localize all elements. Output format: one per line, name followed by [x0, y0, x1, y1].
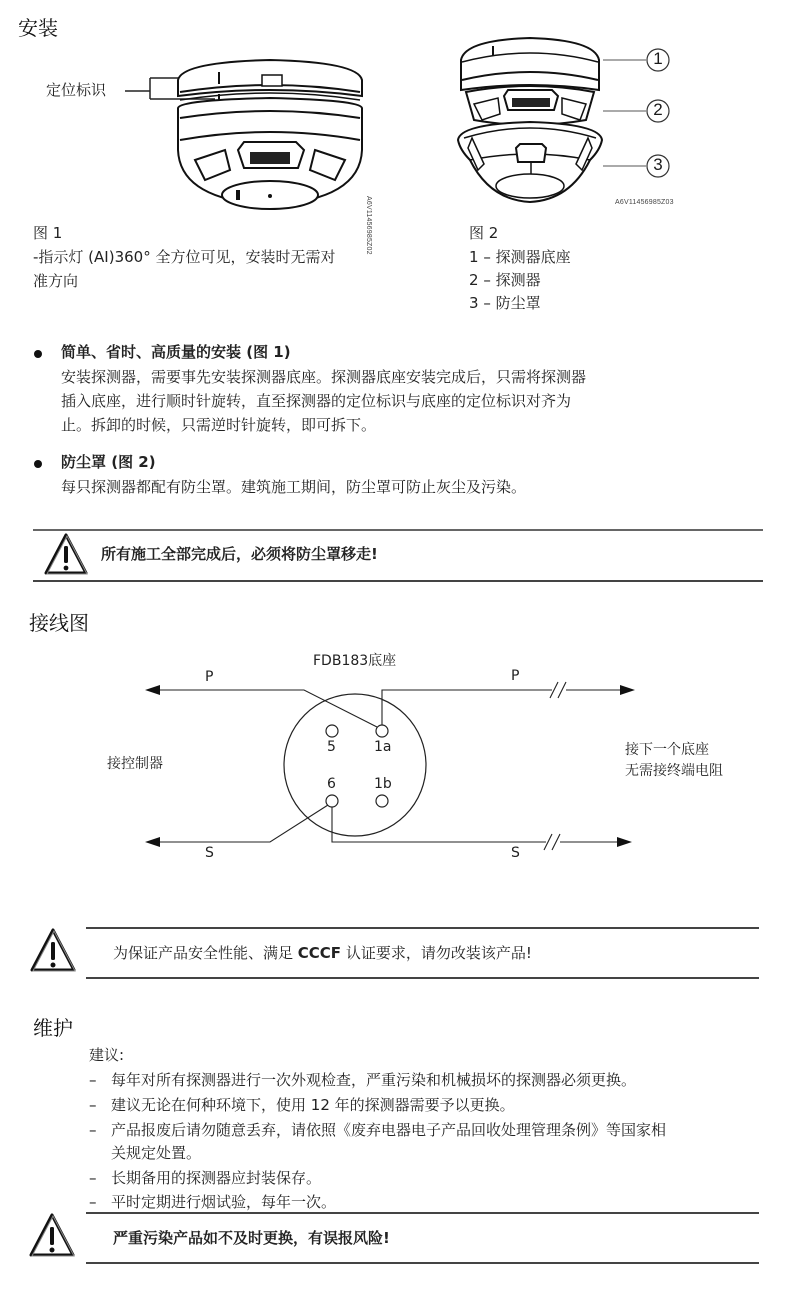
p-line-right	[382, 690, 625, 725]
next-base-label: 接下一个底座	[625, 742, 709, 758]
terminal-1b	[376, 795, 388, 807]
figure-2-caption-title: 图 2	[469, 224, 499, 242]
figure-1-caption-title: 图 1	[33, 224, 63, 242]
bullet-title: 简单、省时、高质量的安装 (图 1)	[61, 343, 291, 361]
terminal-label-1a: 1a	[374, 739, 392, 755]
callout-positioning-mark: 定位标识	[46, 81, 107, 99]
bullet-body-line: 安装探测器，需要事先安装探测器底座。探测器底座安装完成后，只需将探测器	[61, 368, 587, 386]
bullet-body-line: 止。拆卸的时候，只需逆时针旋转，即可拆下。	[61, 416, 377, 434]
figure-2-legend-item: 3 – 防尘罩	[469, 294, 541, 312]
bullet-body-line: 每只探测器都配有防尘罩。建筑施工期间，防尘罩可防止灰尘及污染。	[61, 478, 527, 496]
maintenance-item: – 每年对所有探测器进行一次外观检查，严重污染和机械损坏的探测器必须更换。	[89, 1071, 637, 1089]
maintenance-item: – 建议无论在何种环境下，使用 12 年的探测器需要予以更换。	[89, 1096, 515, 1114]
section-heading-installation: 安装	[18, 16, 58, 40]
line-s-label-right: S	[511, 845, 520, 861]
terminal-5	[326, 725, 338, 737]
p-line-left	[155, 690, 377, 727]
figure-1-caption-line: -指示灯 (AI)360° 全方位可见，安装时无需对	[33, 248, 336, 266]
warning-text: 为保证产品安全性能、满足 CCCF 认证要求，请勿改装该产品!	[113, 944, 532, 962]
warning-text: 严重污染产品如不及时更换，有误报风险!	[113, 1229, 390, 1247]
section-heading-wiring: 接线图	[29, 611, 89, 635]
line-p-label-left: P	[205, 669, 214, 685]
maintenance-item: – 平时定期进行烟试验，每年一次。	[89, 1193, 337, 1211]
s-line-left	[155, 805, 328, 842]
warning-triangle-icon	[30, 928, 76, 972]
next-base-label: 无需接终端电阻	[625, 763, 723, 779]
bullet-title: 防尘罩 (图 2)	[61, 453, 156, 471]
bullet-body-line: 插入底座，进行顺时针旋转，直至探测器的定位标识与底座的定位标识对齐为	[61, 392, 572, 410]
maintenance-intro: 建议:	[89, 1046, 125, 1064]
terminal-label-1b: 1b	[374, 776, 392, 792]
terminal-1a	[376, 725, 388, 737]
maintenance-item: – 产品报废后请勿随意丢弃，请依照《废弃电器电子产品回收处理管理条例》等国家相	[89, 1121, 667, 1139]
controller-label: 接控制器	[107, 756, 163, 772]
callout-number-1: 1	[653, 49, 663, 68]
line-p-label-right: P	[511, 668, 520, 684]
s-line-right	[332, 807, 622, 842]
base-label: FDB183底座	[313, 653, 397, 669]
figure-2-legend-item: 2 – 探测器	[469, 271, 541, 289]
callout-number-3: 3	[653, 155, 663, 174]
warning-triangle-icon	[29, 1213, 75, 1257]
warning-text: 所有施工全部完成后，必须将防尘罩移走!	[101, 545, 378, 563]
maintenance-item-continued: 关规定处置。	[111, 1144, 202, 1162]
terminal-label-5: 5	[327, 739, 336, 755]
maintenance-item: – 长期备用的探测器应封装保存。	[89, 1169, 322, 1187]
line-s-label-left: S	[205, 845, 214, 861]
figure-2-legend-item: 1 – 探测器底座	[469, 248, 571, 266]
callout-number-2: 2	[653, 100, 663, 119]
figure-1-image-code: A6V11456985Z02	[365, 196, 372, 255]
figure-2-image-code: A6V11456985Z03	[615, 199, 674, 206]
section-heading-maintenance: 维护	[33, 1016, 73, 1040]
figure-1-caption-line: 准方向	[33, 272, 79, 290]
terminal-label-6: 6	[327, 776, 336, 792]
